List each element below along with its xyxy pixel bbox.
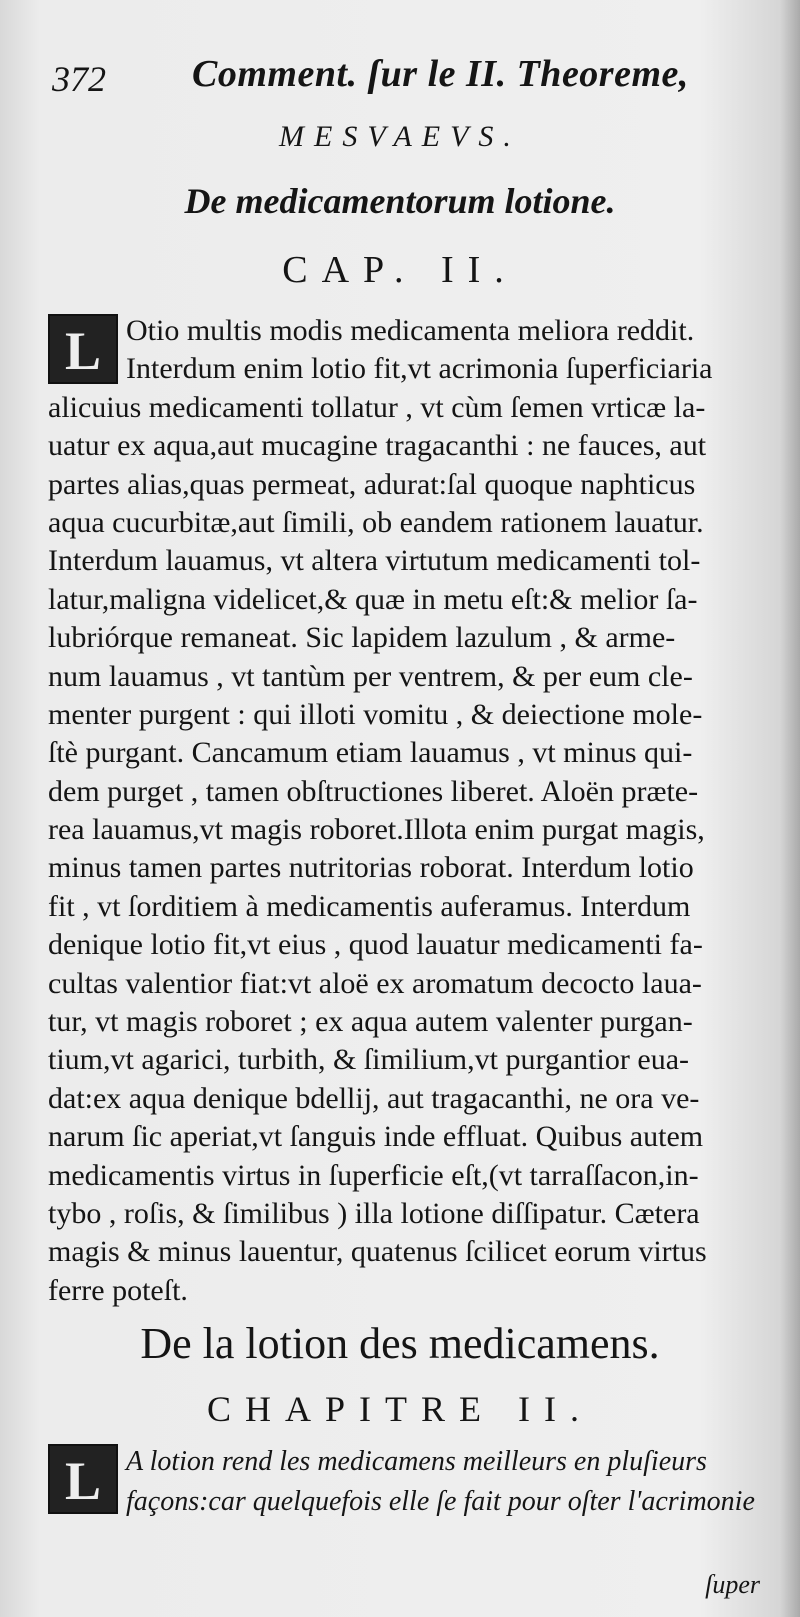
- french-body-text: [48, 1442, 778, 1522]
- latin-body-text: [48, 312, 778, 1310]
- text-line: ſtè purgant. Cancamum etiam lauamus , vt minus qui-: [48, 736, 693, 770]
- text-line: lubriórque remaneat. Sic lapidem lazulum , & arme-: [48, 621, 676, 655]
- text-line: rea lauamus,vt magis roboret.Illota enim purgat magis,: [48, 813, 705, 847]
- page-number: 372: [52, 59, 106, 99]
- text-line: minus tamen partes nutritorias roborat. Interdum lotio: [48, 851, 694, 885]
- text-line: tur, vt magis roboret ; ex aqua autem valenter purgan-: [48, 1005, 693, 1039]
- text-line: aqua cucurbitæ,aut ſimili, ob eandem rationem lauatur.: [48, 505, 704, 539]
- text-line: Interdum enim lotio fit,vt acrimonia ſuperficiaria: [126, 352, 713, 386]
- text-line: A lotion rend les medicamens meilleurs en pluſieurs: [126, 1446, 707, 1477]
- text-line: narum ſic aperiat,vt ſanguis inde effluat. Quibus autem: [48, 1120, 704, 1154]
- page-edge-shadow: [780, 0, 800, 1617]
- text-line: dat:ex aqua denique bdellij, aut tragacanthi, ne ora ve-: [48, 1081, 700, 1115]
- author-heading: MESVAEVS.: [279, 120, 521, 153]
- text-line: ferre poteſt.: [48, 1273, 188, 1307]
- text-line: tium,vt agarici, turbith, & ſimilium,vt purgantior eua-: [48, 1043, 690, 1077]
- latin-chapter-heading: CAP. II.: [282, 249, 518, 291]
- running-head: Comment. ſur le II. Theoreme,: [192, 53, 689, 95]
- text-line: Otio multis modis medicamenta meliora reddit.: [126, 314, 695, 347]
- text-line: tybo , roſis, & ſimilibus ) illa lotione diſſipatur. Cætera: [48, 1196, 700, 1230]
- text-line: façons:car quelquefois elle ſe fait pour oſter l'acrimonie: [126, 1486, 755, 1517]
- text-line: alicuius medicamenti tollatur , vt cùm ſemen vrticæ la-: [48, 390, 706, 424]
- text-line: num lauamus , vt tantùm per ventrem, & per eum cle-: [48, 659, 693, 693]
- french-chapter-heading: CHAPITRE II.: [207, 1389, 593, 1429]
- text-line: cultas valentior fiat:vt aloë ex aromatum decocto laua-: [48, 966, 702, 1000]
- text-line: latur,maligna videlicet,& quæ in metu eſt:& melior ſa-: [48, 582, 698, 616]
- catchword: ſuper: [705, 1570, 760, 1599]
- text-line: menter purgent : qui illoti vomitu , & deiectione mole-: [48, 697, 703, 731]
- text-line: fit , vt ſorditiem à medicamentis auferamus. Interdum: [48, 889, 691, 923]
- latin-section-title: De medicamentorum lotione.: [184, 181, 616, 221]
- text-line: partes alias,quas permeat, adurat:ſal quoque naphticus: [48, 467, 696, 501]
- french-section-title: De la lotion des medicamens.: [140, 1319, 660, 1368]
- drop-cap-initial: L: [48, 1444, 118, 1514]
- text-line: dem purget , tamen obſtructiones liberet. Aloën præte-: [48, 774, 699, 808]
- page-header: [52, 52, 772, 102]
- text-line: Interdum lauamus, vt altera virtutum medicamenti tol-: [48, 544, 701, 578]
- text-line: medicamentis virtus in ſuperficie eſt,(vt tarraſſacon,in-: [48, 1158, 699, 1192]
- drop-cap-initial: L: [48, 314, 118, 384]
- text-line: denique lotio fit,vt eius , quod lauatur medicamenti fa-: [48, 928, 703, 962]
- text-line: magis & minus lauentur, quatenus ſcilicet eorum virtus: [48, 1235, 707, 1269]
- text-line: uatur ex aqua,aut mucagine tragacanthi : ne fauces, aut: [48, 429, 707, 463]
